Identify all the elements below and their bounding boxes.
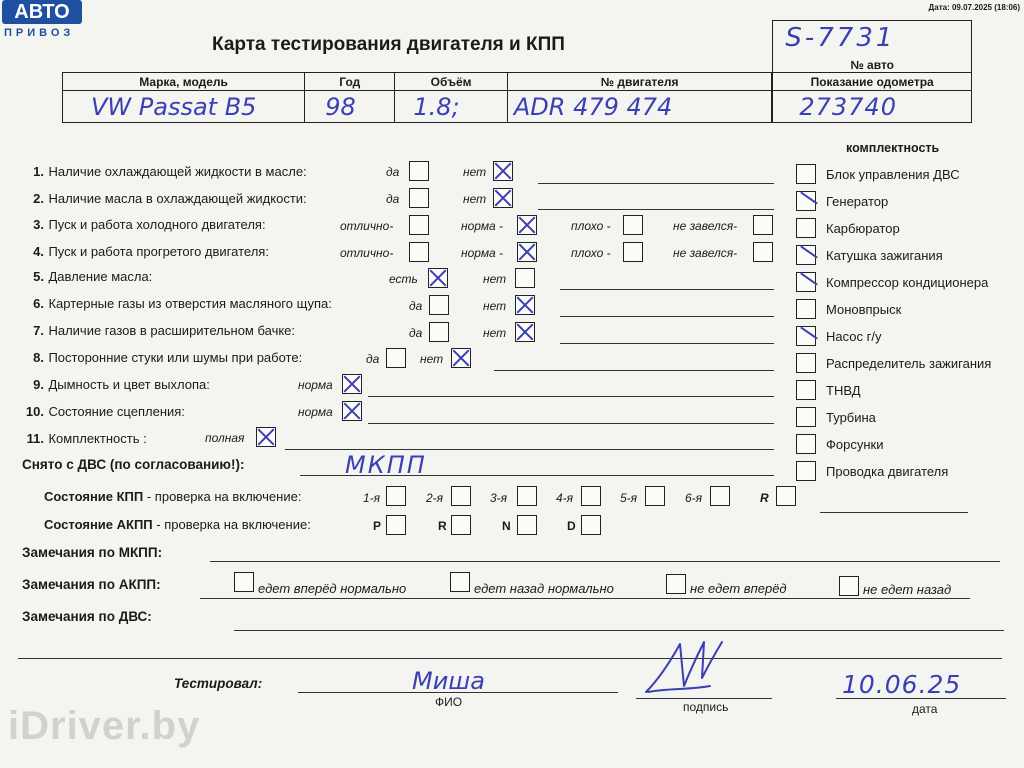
option-is: есть (389, 272, 418, 286)
auto-r-checkbox[interactable] (451, 515, 471, 535)
answer-line (285, 449, 774, 450)
auto-d-checkbox[interactable] (581, 515, 601, 535)
kit-title: комплектность (846, 141, 940, 155)
check-row: 10. Состояние сцепления: (25, 404, 185, 419)
removed-value: МКПП (345, 451, 427, 479)
auto-n-checkbox[interactable] (517, 515, 537, 535)
option-norm: норма (298, 405, 333, 419)
kit-checkbox-ecu[interactable] (796, 164, 816, 184)
check-row: 5. Давление масла: (33, 269, 153, 284)
kit-label: Блок управления ДВС (826, 167, 960, 182)
answer-line (560, 343, 774, 344)
checkbox-oil-pressure-no[interactable] (515, 268, 535, 288)
volume-value: 1.8; (413, 92, 460, 121)
gear-r-checkbox[interactable] (776, 486, 796, 506)
odometer-value: 273740 (799, 92, 897, 121)
check-row: 4. Пуск и работа прогретого двигателя: (33, 244, 269, 259)
logo-bottom: ПРИВОЗ (4, 27, 75, 39)
akpp-no-forward-checkbox[interactable] (666, 574, 686, 594)
auto-no-label: № авто (850, 58, 894, 72)
gear-label: 5-я (620, 491, 638, 505)
checkbox-coolant-yes[interactable] (409, 161, 429, 181)
answer-line (560, 289, 774, 290)
akpp-forward-ok-checkbox[interactable] (234, 572, 254, 592)
option-yes: да (366, 352, 380, 366)
option-no-start: не завелся- (673, 219, 738, 233)
checkbox-warm-no-start[interactable] (753, 242, 773, 262)
kit-checkbox-ac-compressor[interactable] (796, 272, 816, 292)
remarks-mkpp-label: Замечания по МКПП: (22, 545, 163, 560)
stock-number: S-7731 (785, 23, 896, 53)
date-stamp: Дата: 09.07.2025 (18:06) (928, 3, 1020, 12)
tester-name: Миша (412, 667, 485, 695)
check-row: 8. Посторонние стуки или шумы при работе: (33, 350, 303, 365)
checkbox-cold-bad[interactable] (623, 215, 643, 235)
kit-checkbox-carburetor[interactable] (796, 218, 816, 238)
option-bad: плохо - (571, 246, 611, 260)
kit-checkbox-wiring[interactable] (796, 461, 816, 481)
gear-2-checkbox[interactable] (451, 486, 471, 506)
option-normal: норма - (461, 246, 504, 260)
kit-checkbox-fuel-pump[interactable] (796, 380, 816, 400)
kit-label: Турбина (826, 410, 876, 425)
signature (640, 636, 736, 700)
gear-label: 1-я (363, 491, 381, 505)
check-row: 9. Дымность и цвет выхлопа: (33, 377, 210, 392)
engine-no-label: № двигателя (507, 73, 771, 91)
checkbox-cold-excellent[interactable] (409, 215, 429, 235)
checkbox-coolant-no[interactable] (493, 161, 513, 181)
fio-label: ФИО (435, 695, 463, 709)
kit-label: Распределитель зажигания (826, 356, 992, 371)
check-row: 2. Наличие масла в охлаждающей жидкости: (33, 191, 307, 206)
option-no: нет (483, 272, 507, 286)
akpp-option: не едет назад (863, 582, 952, 597)
option-yes: да (386, 192, 400, 206)
date-line (836, 698, 1006, 699)
checkbox-exhaust-norm[interactable] (342, 374, 362, 394)
signature-line (636, 698, 772, 699)
kit-label: Моновпрыск (826, 302, 902, 317)
akpp-back-ok-checkbox[interactable] (450, 572, 470, 592)
option-norm: норма (298, 378, 333, 392)
removed-line (300, 475, 774, 476)
removed-label: Снято с ДВС (по согласованию!): (22, 457, 245, 472)
akpp-no-back-checkbox[interactable] (839, 576, 859, 596)
remarks-akpp-label: Замечания по АКПП: (22, 577, 161, 592)
make-label: Марка, модель (63, 73, 305, 91)
akpp-option: едет назад нормально (474, 581, 614, 596)
kit-checkbox-generator[interactable] (796, 191, 816, 211)
auto-gear-label: P (373, 519, 382, 533)
option-no: нет (483, 326, 507, 340)
check-row: 1. Наличие охлаждающей жидкости в масле: (33, 164, 307, 179)
akpp-option: не едет вперёд (690, 581, 787, 596)
volume-label: Объём (395, 73, 507, 91)
option-no: нет (420, 352, 444, 366)
kit-checkbox-ignition-coil[interactable] (796, 245, 816, 265)
kit-checkbox-distributor[interactable] (796, 353, 816, 373)
kit-checkbox-turbo[interactable] (796, 407, 816, 427)
gear-label: 4-я (556, 491, 574, 505)
vehicle-table (62, 20, 972, 123)
kit-label: Насос г/у (826, 329, 882, 344)
checkbox-kit-full[interactable] (256, 427, 276, 447)
checkbox-warm-normal[interactable] (517, 242, 537, 262)
checkbox-noise-no[interactable] (451, 348, 471, 368)
checkbox-warm-excellent[interactable] (409, 242, 429, 262)
option-no-start: не завелся- (673, 246, 738, 260)
option-no: нет (463, 192, 487, 206)
gear-label: 3-я (490, 491, 508, 505)
checkbox-crankcase-yes[interactable] (429, 295, 449, 315)
kit-label: Компрессор кондиционера (826, 275, 989, 290)
checkbox-oil-yes[interactable] (409, 188, 429, 208)
kit-label: Катушка зажигания (826, 248, 943, 263)
kit-label: Карбюратор (826, 221, 900, 236)
answer-line (494, 370, 774, 371)
engine-no-value: ADR 479 474 (513, 92, 673, 121)
logo-top: АВТО (2, 0, 82, 24)
signature-label: подпись (683, 700, 729, 714)
checkbox-noise-yes[interactable] (386, 348, 406, 368)
answer-line (560, 316, 774, 317)
make-value: VW Passat B5 (91, 92, 257, 121)
checkbox-cold-normal[interactable] (517, 215, 537, 235)
option-yes: да (386, 165, 400, 179)
date-label: дата (912, 702, 938, 716)
kit-checkbox-ps-pump[interactable] (796, 326, 816, 346)
checkbox-tank-gas-yes[interactable] (429, 322, 449, 342)
kit-checkbox-injectors[interactable] (796, 434, 816, 454)
checkbox-cold-no-start[interactable] (753, 215, 773, 235)
answer-line (368, 423, 774, 424)
fio-line (298, 692, 618, 693)
gear-6-checkbox[interactable] (710, 486, 730, 506)
watermark: iDriver.by (8, 704, 201, 748)
answer-line (368, 396, 774, 397)
checkbox-oil-pressure-is[interactable] (428, 268, 448, 288)
option-normal: норма - (461, 219, 504, 233)
remarks-mkpp-line (210, 561, 1000, 562)
kit-label: ТНВД (826, 383, 861, 398)
checkbox-clutch-norm[interactable] (342, 401, 362, 421)
odometer-label: Показание одометра (773, 73, 972, 91)
kit-label: Форсунки (826, 437, 884, 452)
page-title: Карта тестирования двигателя и КПП (212, 34, 565, 55)
kit-checkbox-mono-injection[interactable] (796, 299, 816, 319)
option-bad: плохо - (571, 219, 611, 233)
kit-label: Генератор (826, 194, 889, 209)
answer-line (538, 183, 774, 184)
option-excellent: отлично- (340, 219, 394, 233)
remarks-akpp-line (200, 598, 970, 599)
check-row: 6. Картерные газы из отверстия масляного щупа: (33, 296, 332, 311)
gear-3-checkbox[interactable] (517, 486, 537, 506)
auto-p-checkbox[interactable] (386, 515, 406, 535)
auto-gear-label: R (438, 519, 447, 533)
date-value: 10.06.25 (842, 670, 962, 699)
option-full: полная (205, 431, 245, 445)
gear-5-checkbox[interactable] (645, 486, 665, 506)
manual-line (820, 512, 968, 513)
auto-gear-label: N (502, 519, 511, 533)
checkbox-tank-gas-no[interactable] (515, 322, 535, 342)
gear-label: 2-я (426, 491, 444, 505)
auto-gear-label: D (567, 519, 576, 533)
remarks-engine-line (234, 630, 1004, 631)
gear-1-checkbox[interactable] (386, 486, 406, 506)
auto-label: Состояние АКПП - проверка на включение: (44, 517, 311, 532)
remarks-engine-line-2 (18, 658, 1002, 659)
check-row: 3. Пуск и работа холодного двигателя: (33, 217, 266, 232)
answer-line (538, 209, 774, 210)
checkbox-oil-no[interactable] (493, 188, 513, 208)
gear-label: R (760, 491, 769, 505)
year-value: 98 (325, 92, 356, 121)
kit-label: Проводка двигателя (826, 464, 949, 479)
option-excellent: отлично- (340, 246, 394, 260)
gear-4-checkbox[interactable] (581, 486, 601, 506)
manual-label: Состояние КПП - проверка на включение: (44, 489, 302, 504)
checkbox-crankcase-no[interactable] (515, 295, 535, 315)
remarks-engine-label: Замечания по ДВС: (22, 609, 152, 624)
option-no: нет (483, 299, 507, 313)
option-yes: да (409, 299, 423, 313)
tested-label: Тестировал: (174, 676, 263, 691)
checkbox-warm-bad[interactable] (623, 242, 643, 262)
check-row: 7. Наличие газов в расширительном бачке: (33, 323, 296, 338)
stock-number-cell (773, 21, 972, 73)
year-label: Год (305, 73, 395, 91)
option-no: нет (463, 165, 487, 179)
option-yes: да (409, 326, 423, 340)
akpp-option: едет вперёд нормально (258, 581, 407, 596)
check-row: 11. Комплектность : (26, 431, 147, 446)
gear-label: 6-я (685, 491, 703, 505)
